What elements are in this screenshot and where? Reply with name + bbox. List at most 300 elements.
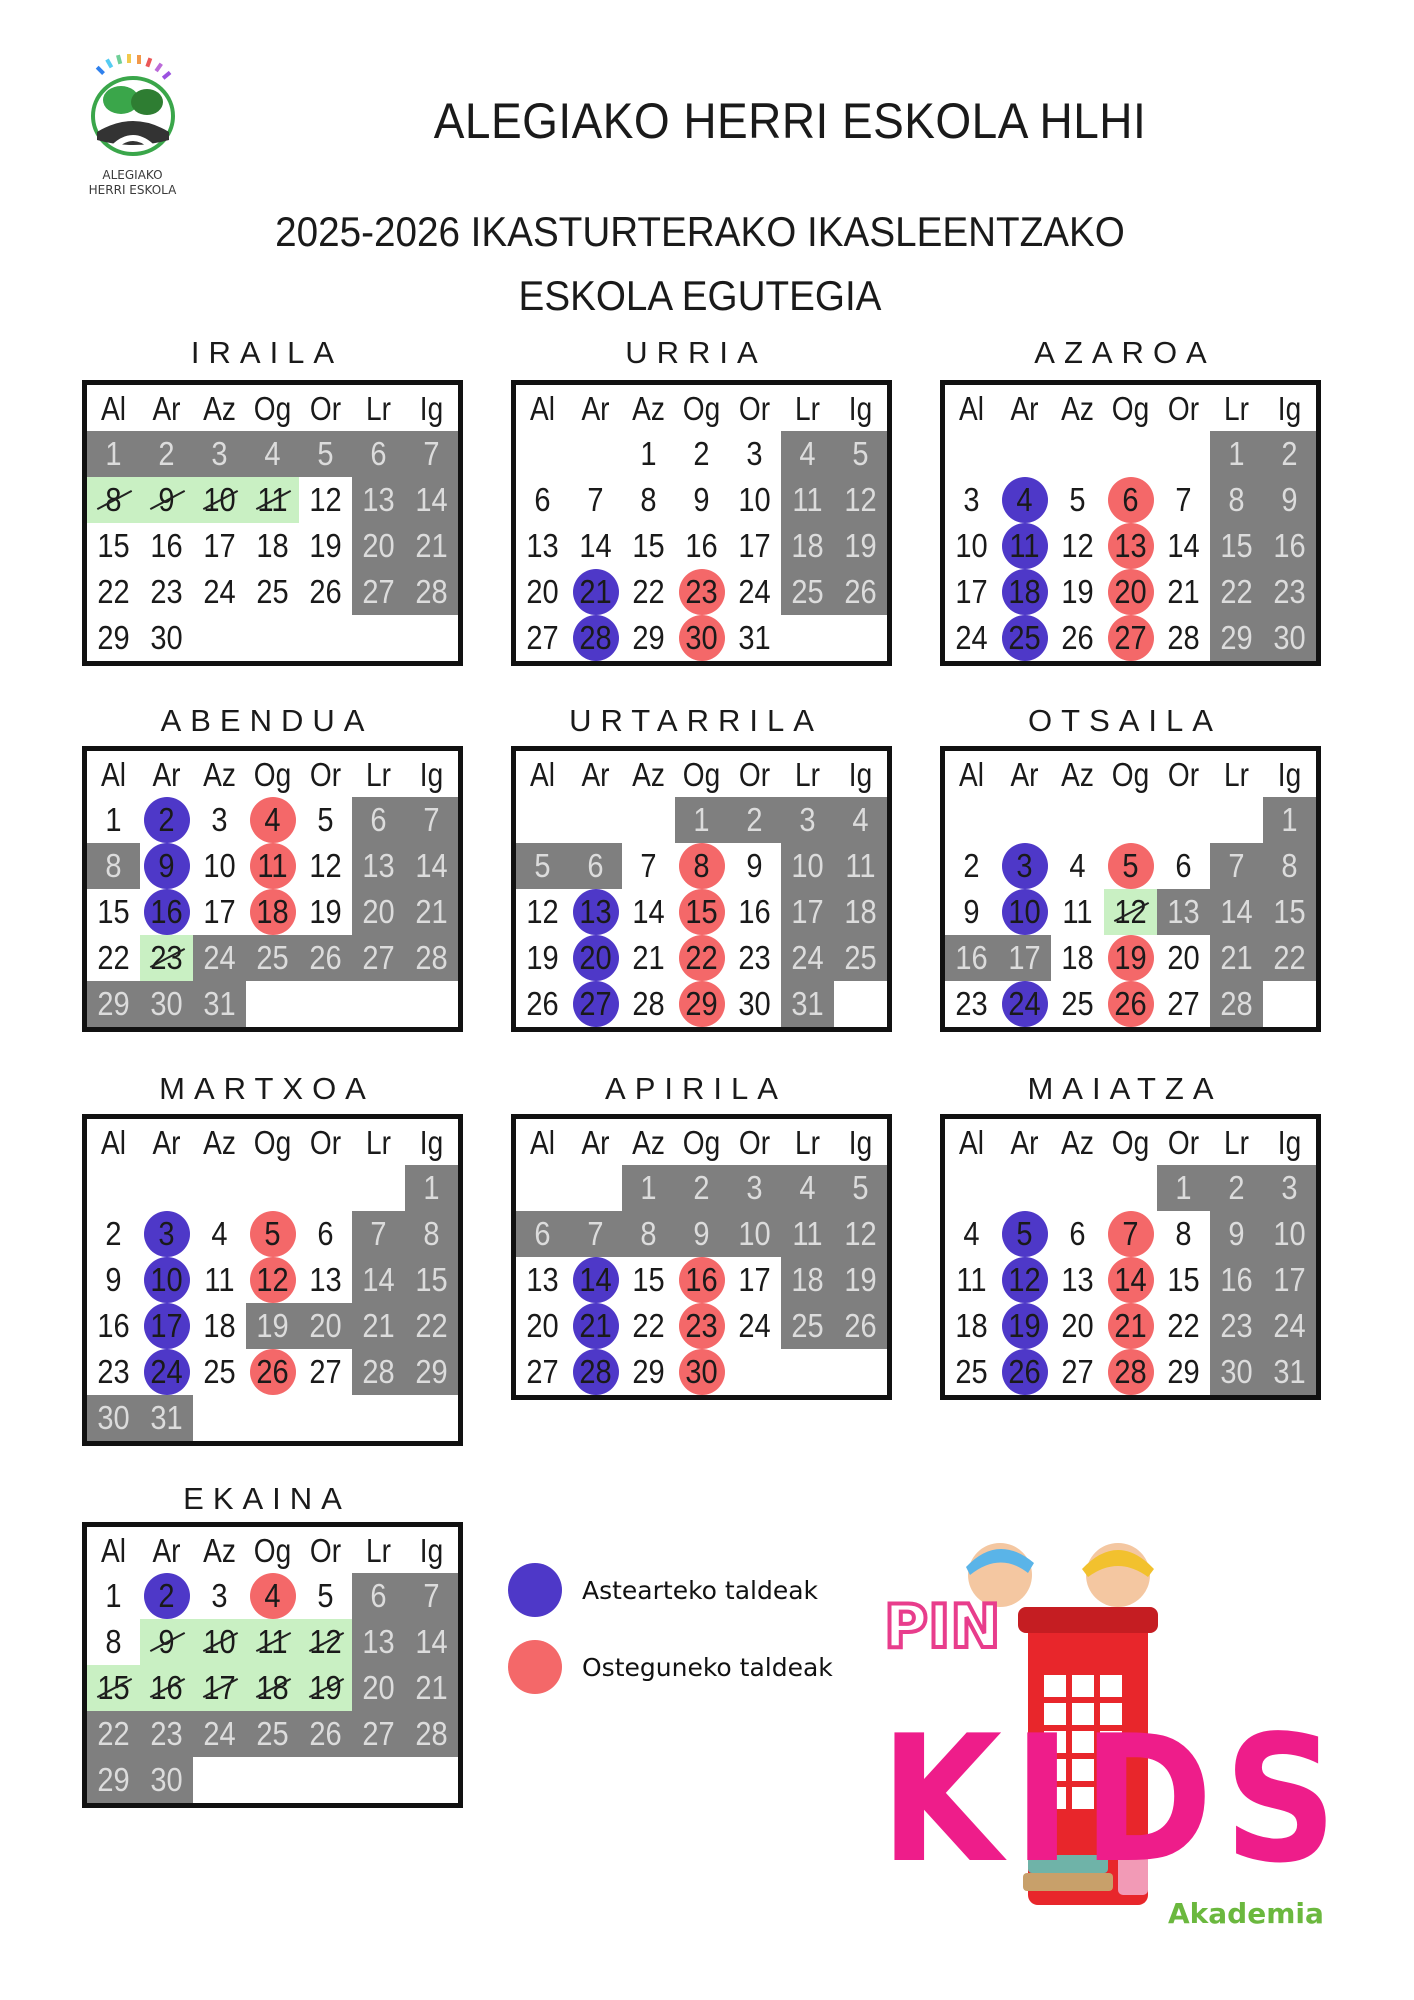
day-cell [569, 477, 622, 523]
day-number: 11 [792, 481, 823, 518]
weekday-header: Ar [581, 390, 610, 427]
day-number: 13 [1167, 893, 1200, 930]
month-calendar [511, 746, 892, 1032]
day-number: 30 [1273, 619, 1306, 656]
day-number: 8 [693, 847, 710, 884]
day-cell [87, 1573, 140, 1619]
day-cell [299, 1257, 352, 1303]
day-cell [246, 935, 299, 981]
day-number: 19 [1061, 573, 1094, 610]
day-number: 25 [791, 573, 824, 610]
day-cell [622, 1211, 675, 1257]
day-cell [622, 569, 675, 615]
day-number: 5 [317, 435, 334, 472]
day-number: 27 [1114, 619, 1147, 656]
day-number: 3 [211, 1577, 228, 1614]
day-cell [299, 843, 352, 889]
day-cell [140, 843, 193, 889]
day-cell [1051, 569, 1104, 615]
weekday-header: Og [682, 390, 721, 427]
day-number: 28 [1220, 985, 1253, 1022]
day-cell [193, 431, 246, 477]
day-cell [781, 981, 834, 1027]
day-cell [834, 1257, 887, 1303]
day-number: 16 [685, 527, 718, 564]
day-cell [1051, 1349, 1104, 1395]
day-number: 15 [685, 893, 718, 930]
day-number: 24 [203, 939, 236, 976]
day-cell [1157, 523, 1210, 569]
day-cell [1157, 1303, 1210, 1349]
weekday-header: Ig [1277, 756, 1302, 793]
weekday-header: Ig [848, 756, 873, 793]
day-number: 29 [415, 1353, 448, 1390]
day-number: 9 [693, 481, 710, 518]
day-cell [834, 1165, 887, 1211]
month-calendar [940, 380, 1321, 666]
day-number: 17 [955, 573, 988, 610]
month-calendar [82, 1522, 463, 1808]
empty-cell [516, 797, 569, 843]
page-subtitle-2: ESKOLA EGUTEGIA [518, 272, 882, 319]
day-number: 12 [1008, 1261, 1041, 1298]
empty-cell [781, 615, 834, 661]
day-number: 9 [158, 1623, 175, 1660]
empty-cell [516, 1165, 569, 1211]
day-cell [352, 431, 405, 477]
day-number: 31 [791, 985, 824, 1022]
day-cell [675, 843, 728, 889]
weekday-header: Og [1111, 756, 1150, 793]
day-cell [728, 889, 781, 935]
day-number: 20 [1114, 573, 1147, 610]
day-cell [728, 431, 781, 477]
day-cell [1051, 935, 1104, 981]
day-cell [675, 1211, 728, 1257]
weekday-header: Al [959, 1124, 984, 1161]
day-number: 7 [1175, 481, 1192, 518]
day-cell [945, 1257, 998, 1303]
day-number: 25 [791, 1307, 824, 1344]
day-cell [299, 1349, 352, 1395]
empty-cell [945, 431, 998, 477]
day-number: 19 [1008, 1307, 1041, 1344]
empty-cell [405, 981, 458, 1027]
day-cell [1157, 615, 1210, 661]
day-number: 22 [97, 1715, 130, 1752]
empty-cell [728, 1349, 781, 1395]
weekday-header: Or [309, 1532, 342, 1569]
day-number: 9 [105, 1261, 122, 1298]
day-number: 10 [738, 481, 771, 518]
day-cell [352, 1211, 405, 1257]
day-number: 17 [203, 1669, 236, 1706]
day-number: 1 [105, 1577, 122, 1614]
day-cell [516, 569, 569, 615]
day-cell [1051, 889, 1104, 935]
day-number: 2 [1281, 435, 1298, 472]
day-number: 12 [1114, 893, 1147, 930]
empty-cell [405, 615, 458, 661]
day-number: 21 [1114, 1307, 1147, 1344]
day-cell [1051, 1303, 1104, 1349]
day-cell [1104, 935, 1157, 981]
day-cell [569, 523, 622, 569]
empty-cell [299, 1165, 352, 1211]
day-cell [945, 477, 998, 523]
day-number: 5 [1122, 847, 1139, 884]
day-cell [1104, 477, 1157, 523]
day-cell [299, 523, 352, 569]
day-cell [352, 935, 405, 981]
day-number: 4 [963, 1215, 980, 1252]
day-cell [1157, 1165, 1210, 1211]
day-cell [728, 981, 781, 1027]
day-number: 20 [362, 893, 395, 930]
day-cell [87, 1395, 140, 1441]
day-cell [352, 1257, 405, 1303]
day-number: 7 [1122, 1215, 1139, 1252]
weekday-header: Ig [419, 756, 444, 793]
day-cell [405, 1303, 458, 1349]
day-cell [998, 615, 1051, 661]
weekday-header: Ar [581, 1124, 610, 1161]
day-cell [1157, 843, 1210, 889]
weekday-header: Az [632, 390, 665, 427]
day-cell [1157, 569, 1210, 615]
day-number: 2 [746, 801, 763, 838]
day-number: 6 [1069, 1215, 1086, 1252]
day-number: 21 [1220, 939, 1253, 976]
day-number: 25 [256, 573, 289, 610]
day-number: 18 [1008, 573, 1041, 610]
day-cell [87, 523, 140, 569]
day-cell [246, 1665, 299, 1711]
day-cell [1157, 1211, 1210, 1257]
day-cell [352, 1711, 405, 1757]
day-cell [299, 569, 352, 615]
day-number: 4 [1069, 847, 1086, 884]
day-number: 6 [587, 847, 604, 884]
weekday-header: Og [253, 1124, 292, 1161]
day-number: 27 [526, 619, 559, 656]
weekday-header: Az [203, 390, 236, 427]
day-cell [352, 1573, 405, 1619]
day-cell [87, 1711, 140, 1757]
day-number: 24 [203, 573, 236, 610]
day-number: 4 [264, 1577, 281, 1614]
day-cell [998, 889, 1051, 935]
day-cell [1210, 1211, 1263, 1257]
day-number: 10 [738, 1215, 771, 1252]
day-cell [1210, 1165, 1263, 1211]
day-cell [998, 1211, 1051, 1257]
day-cell [834, 1303, 887, 1349]
day-cell [140, 1349, 193, 1395]
day-number: 6 [370, 1577, 387, 1614]
empty-cell [246, 1395, 299, 1441]
day-cell [140, 615, 193, 661]
day-number: 19 [309, 527, 342, 564]
weekday-header: Az [632, 1124, 665, 1161]
empty-cell [299, 1395, 352, 1441]
day-number: 31 [150, 1399, 183, 1436]
day-number: 14 [579, 1261, 612, 1298]
empty-cell [945, 797, 998, 843]
day-number: 1 [1281, 801, 1298, 838]
day-cell [728, 1303, 781, 1349]
day-number: 26 [309, 1715, 342, 1752]
page-title: ALEGIAKO HERRI ESKOLA HLHI [433, 93, 1147, 149]
day-number: 7 [370, 1215, 387, 1252]
day-cell [246, 843, 299, 889]
day-cell [1210, 477, 1263, 523]
day-number: 23 [738, 939, 771, 976]
day-number: 5 [534, 847, 551, 884]
day-number: 16 [150, 1669, 183, 1706]
day-number: 22 [1273, 939, 1306, 976]
weekday-header: Lr [795, 756, 820, 793]
empty-cell [1104, 1165, 1157, 1211]
weekday-header: Ar [1010, 390, 1039, 427]
day-cell [1210, 615, 1263, 661]
day-number: 10 [955, 527, 988, 564]
day-number: 21 [415, 527, 448, 564]
day-cell [405, 1665, 458, 1711]
day-number: 10 [150, 1261, 183, 1298]
day-number: 14 [1114, 1261, 1147, 1298]
day-number: 26 [1061, 619, 1094, 656]
day-number: 22 [685, 939, 718, 976]
weekday-header: Al [101, 390, 126, 427]
empty-cell [516, 431, 569, 477]
day-cell [299, 1619, 352, 1665]
day-cell [1051, 1257, 1104, 1303]
weekday-header: Or [1167, 1124, 1200, 1161]
day-cell [193, 1303, 246, 1349]
legend-label-tuesday: Astearteko taldeak [582, 1575, 819, 1605]
day-number: 16 [738, 893, 771, 930]
weekday-header: Lr [1224, 1124, 1249, 1161]
day-cell [569, 1303, 622, 1349]
day-cell [945, 569, 998, 615]
day-cell [834, 431, 887, 477]
weekday-header: Al [101, 1532, 126, 1569]
weekday-header: Ig [848, 1124, 873, 1161]
day-cell [87, 431, 140, 477]
empty-cell [352, 1757, 405, 1803]
day-cell [352, 1665, 405, 1711]
day-number: 28 [632, 985, 665, 1022]
empty-cell [834, 1349, 887, 1395]
day-number: 12 [844, 481, 877, 518]
day-cell [675, 523, 728, 569]
empty-cell [569, 431, 622, 477]
day-number: 7 [1228, 847, 1245, 884]
day-cell [140, 935, 193, 981]
day-number: 27 [362, 939, 395, 976]
day-cell [1263, 1165, 1316, 1211]
day-cell [1157, 477, 1210, 523]
day-cell [781, 935, 834, 981]
day-cell [945, 1303, 998, 1349]
day-number: 9 [1228, 1215, 1245, 1252]
day-number: 3 [799, 801, 816, 838]
day-cell [781, 797, 834, 843]
day-number: 4 [1016, 481, 1033, 518]
day-number: 11 [845, 847, 876, 884]
day-number: 8 [1175, 1215, 1192, 1252]
day-cell [193, 1349, 246, 1395]
day-number: 27 [1167, 985, 1200, 1022]
day-cell [140, 1665, 193, 1711]
day-cell [405, 1573, 458, 1619]
empty-cell [998, 431, 1051, 477]
day-number: 19 [1114, 939, 1147, 976]
day-cell [569, 889, 622, 935]
weekday-header: Or [309, 390, 342, 427]
weekday-header: Or [309, 756, 342, 793]
day-cell [728, 1165, 781, 1211]
day-number: 23 [1273, 573, 1306, 610]
day-cell [834, 797, 887, 843]
day-cell [675, 615, 728, 661]
day-number: 8 [105, 481, 122, 518]
day-cell [299, 935, 352, 981]
weekday-header: Og [682, 756, 721, 793]
day-number: 28 [415, 1715, 448, 1752]
day-number: 15 [1167, 1261, 1200, 1298]
day-cell [193, 797, 246, 843]
empty-cell [1051, 797, 1104, 843]
day-number: 29 [97, 1761, 130, 1798]
day-cell [352, 1619, 405, 1665]
day-number: 21 [415, 1669, 448, 1706]
day-number: 24 [955, 619, 988, 656]
day-number: 2 [105, 1215, 122, 1252]
day-number: 12 [526, 893, 559, 930]
day-cell [1051, 1211, 1104, 1257]
weekday-header: Og [253, 756, 292, 793]
day-cell [1104, 569, 1157, 615]
weekday-header: Al [530, 1124, 555, 1161]
empty-cell [299, 1757, 352, 1803]
day-number: 18 [955, 1307, 988, 1344]
day-cell [193, 889, 246, 935]
day-cell [1263, 843, 1316, 889]
empty-cell [1051, 1165, 1104, 1211]
day-cell [140, 797, 193, 843]
day-number: 26 [309, 939, 342, 976]
day-cell [140, 1619, 193, 1665]
day-number: 25 [955, 1353, 988, 1390]
day-cell [1210, 1349, 1263, 1395]
day-number: 26 [309, 573, 342, 610]
day-number: 8 [1228, 481, 1245, 518]
weekday-header: Ar [152, 756, 181, 793]
day-cell [1263, 889, 1316, 935]
day-number: 9 [158, 481, 175, 518]
day-number: 17 [738, 1261, 771, 1298]
day-number: 14 [1167, 527, 1200, 564]
day-number: 7 [587, 1215, 604, 1252]
legend-blue-dot [508, 1563, 562, 1617]
day-cell [140, 1303, 193, 1349]
day-number: 21 [362, 1307, 395, 1344]
day-number: 21 [579, 573, 612, 610]
weekday-header: Lr [366, 1124, 391, 1161]
day-number: 12 [309, 481, 342, 518]
day-number: 7 [640, 847, 657, 884]
day-number: 31 [738, 619, 771, 656]
legend-item-tuesday [508, 1563, 818, 1617]
day-cell [1157, 935, 1210, 981]
day-cell [834, 569, 887, 615]
weekday-header: Lr [366, 756, 391, 793]
day-number: 8 [640, 481, 657, 518]
day-number: 8 [640, 1215, 657, 1252]
day-number: 20 [579, 939, 612, 976]
day-cell [945, 1211, 998, 1257]
day-cell [675, 1349, 728, 1395]
day-cell [246, 1711, 299, 1757]
day-number: 5 [317, 1577, 334, 1614]
day-number: 22 [97, 939, 130, 976]
day-number: 16 [1220, 1261, 1253, 1298]
month-calendar [511, 380, 892, 666]
day-cell [781, 843, 834, 889]
empty-cell [405, 1757, 458, 1803]
empty-cell [87, 1165, 140, 1211]
day-cell [675, 981, 728, 1027]
day-number: 22 [632, 573, 665, 610]
day-number: 27 [309, 1353, 342, 1390]
weekday-header: Al [530, 756, 555, 793]
day-cell [87, 1349, 140, 1395]
day-cell [193, 1711, 246, 1757]
brand-word-kids: KIDS [880, 1699, 1348, 1902]
day-number: 3 [746, 435, 763, 472]
day-cell [1157, 981, 1210, 1027]
day-number: 19 [844, 527, 877, 564]
day-cell [246, 1211, 299, 1257]
day-number: 29 [97, 985, 130, 1022]
day-number: 30 [150, 1761, 183, 1798]
day-number: 8 [105, 847, 122, 884]
day-number: 26 [844, 573, 877, 610]
day-number: 26 [1114, 985, 1147, 1022]
day-cell [246, 1349, 299, 1395]
weekday-header: Ar [152, 1124, 181, 1161]
day-cell [87, 1619, 140, 1665]
day-cell [87, 797, 140, 843]
day-number: 21 [415, 893, 448, 930]
day-cell [193, 477, 246, 523]
day-cell [834, 935, 887, 981]
day-cell [1104, 981, 1157, 1027]
month-calendar [82, 1114, 463, 1446]
day-number: 18 [1061, 939, 1094, 976]
day-cell [1104, 1257, 1157, 1303]
empty-cell [998, 1165, 1051, 1211]
day-cell [1104, 1349, 1157, 1395]
day-cell [781, 477, 834, 523]
empty-cell [246, 1165, 299, 1211]
empty-cell [945, 1165, 998, 1211]
day-number: 13 [362, 1623, 395, 1660]
weekday-header: Az [203, 1532, 236, 1569]
day-number: 14 [415, 1623, 448, 1660]
